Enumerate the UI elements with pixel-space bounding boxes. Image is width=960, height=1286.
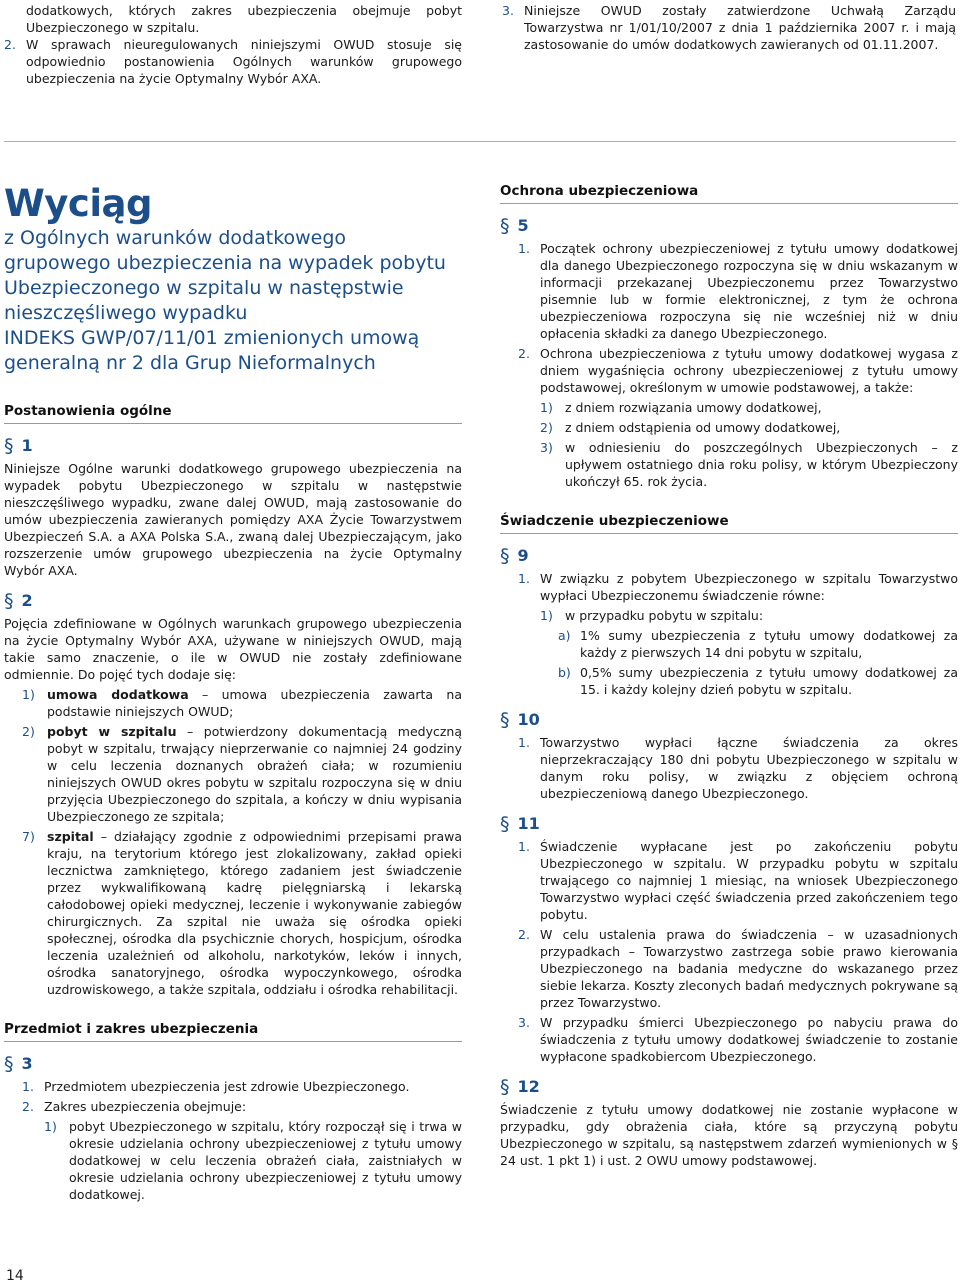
section-heading: Ochrona ubezpieczeniowa <box>500 182 958 204</box>
list-number: 1. <box>518 571 530 586</box>
section-sign-icon: § <box>4 435 14 457</box>
definition-term: szpital <box>47 829 94 844</box>
section-sign-icon: § <box>500 709 510 731</box>
list-number: 2. <box>518 346 530 361</box>
list-number: 1) <box>540 400 553 415</box>
paragraph-heading: § 5 <box>500 215 529 237</box>
list-item: 2. W celu ustalenia prawa do świadczenia – w uzasadnionych przypadkach – Towarzystwo zastrzega sobie prawo kierowania Ubezpieczonego na badania medyczne do wskazanego przez siebie lekarza. Koszty zleconych badań medycznych pokrywane są przez Towarzystwo. <box>518 927 958 1010</box>
paragraph-text: Pojęcia zdefiniowane w Ogólnych warunkach grupowego ubezpieczenia na życie Optymalny Wybór AXA, używane w niniejszych OWUD, mają takie samo znaczenie, o ile w OWUD nie zostały zdefiniowane odmiennie. Do pojęć tych dodaje się: <box>4 616 462 682</box>
list-item: 1. W związku z pobytem Ubezpieczonego w szpitalu Towarzystwo wypłaci Ubezpieczonemu świadczenie równe: <box>518 571 958 603</box>
section-sign-icon: § <box>500 813 510 835</box>
list-item <box>4 2 462 36</box>
definition-term: umowa dodatkowa <box>47 687 189 702</box>
paragraph-heading: § 3 <box>4 1053 33 1075</box>
top-right-fragment <box>502 2 956 53</box>
list-item: 3) w odniesieniu do poszczególnych Ubezpieczonych – z upływem ostatniego dnia roku polisy, w którym Ubezpieczony ukończył 65. rok życia. <box>540 440 958 489</box>
list-number: 2. <box>22 1099 34 1114</box>
list-number: 3) <box>540 440 553 455</box>
right-column <box>500 182 958 1169</box>
list-number: 1) <box>22 687 35 702</box>
list-item <box>502 2 956 53</box>
list-item: 1. Początek ochrony ubezpieczeniowej z tytułu umowy dodatkowej dla danego Ubezpieczonego rozpoczyna się w dniu wskazanym w informacji przekazanej Ubezpieczonemu przez Towarzystwo pisemnie lub w formie elektronicznej, z tym że ochrona ubezpieczeniowa rozpoczyna się nie wcześniej niż w dniu opłacenia składki za danego Ubezpieczonego. <box>518 241 958 341</box>
paragraph-heading: § 2 <box>4 590 33 612</box>
left-column <box>4 182 462 1203</box>
list-item: 3. W przypadku śmierci Ubezpieczonego po nabyciu prawa do świadczenia z tytułu umowy dodatkowej świadczenie to zostanie wypłacone spadkobiercom Ubezpieczonego. <box>518 1015 958 1064</box>
section-heading: Postanowienia ogólne <box>4 402 462 424</box>
definition-item: 2) pobyt w szpitalu – potwierdzony dokumentacją medyczną pobyt w szpitalu, trwający nieprzerwanie co najmniej 24 godziny w celu leczenia doznanych obrażeń ciała; w rozumieniu niniejszych OWUD okres pobytu w szpitalu rozpoczyna się w dniu przyjęcia Ubezpieczonego do szpitala, a kończy w dniu wypisania Ubezpieczonego ze szpitala; <box>22 724 463 824</box>
list-item-text: W sprawach nieuregulowanych niniejszymi OWUD stosuje się odpowiednio postanowienia Ogólnych warunków grupowego ubezpieczenia na życie Optymalny Wybór AXA. <box>26 37 462 86</box>
list-item: a) 1% sumy ubezpieczenia z tytułu umowy dodatkowej za każdy z pierwszych 14 dni pobytu w szpitalu, <box>558 628 958 660</box>
paragraph-text: Niniejsze Ogólne warunki dodatkowego grupowego ubezpieczenia na wypadek pobytu Ubezpieczonego w szpitalu w następstwie nieszczęśliwego wypadku, zwane dalej OWUD, mają zastosowanie do umów ubezpieczenia zawieranych pomiędzy AXA Życie Towarzystwem Ubezpieczeń S.A. a AXA Polska S.A., zwaną dalej Ubezpieczającym, jako rozszerzenie umów grupowego ubezpieczenia na życie Optymalny Wybór AXA. <box>4 461 462 578</box>
list-number: 7) <box>22 829 35 844</box>
section-sign-icon: § <box>4 590 14 612</box>
list-number: 1. <box>22 1079 34 1094</box>
paragraph-text: Świadczenie z tytułu umowy dodatkowej nie zostanie wypłacone w przypadku, gdy obrażenia ciała, które są przyczyną pobytu Ubezpieczonego w szpitalu, są następstwem zdarzeń wymienionych w § 24 ust. 1 pkt 1) i ust. 2 OWU umowy podstawowej. <box>500 1102 958 1168</box>
page-number: 14 <box>6 1268 24 1284</box>
paragraph-heading: § 10 <box>500 709 540 731</box>
section-sign-icon: § <box>4 1053 14 1075</box>
list-item: 2. Zakres ubezpieczenia obejmuje: <box>22 1099 247 1114</box>
paragraph-heading: § 9 <box>500 545 529 567</box>
list-number: a) <box>558 628 571 643</box>
section-sign-icon: § <box>500 215 510 237</box>
list-item <box>4 36 462 87</box>
list-item: 1) z dniem rozwiązania umowy dodatkowej, <box>540 400 822 415</box>
list-number: 2. <box>4 37 16 52</box>
list-number: 2) <box>22 724 35 739</box>
paragraph-heading: § 12 <box>500 1076 540 1098</box>
list-item: 2) z dniem odstąpienia od umowy dodatkowej, <box>540 420 841 435</box>
section-heading: Świadczenie ubezpieczeniowe <box>500 512 958 534</box>
list-item: 1. Towarzystwo wypłaci łączne świadczenia za okres nieprzekraczający 180 dni pobytu Ubezpieczonego w szpitalu w danym roku polisy, w związku z objęciem ochroną ubezpieczeniową danego Ubezpieczonego. <box>518 735 958 801</box>
list-number: 3. <box>502 3 514 18</box>
list-item-text: Niniejsze OWUD zostały zatwierdzone Uchwałą Zarządu Towarzystwa nr 1/01/10/2007 z dnia 1 października 2007 r. i mają zastosowanie do umów dodatkowych zawieranych od 01.11.2007. <box>524 3 956 52</box>
list-number: 1. <box>518 241 530 256</box>
list-number: 1) <box>540 608 553 623</box>
section-heading: Przedmiot i zakres ubezpieczenia <box>4 1020 462 1042</box>
section-sign-icon: § <box>500 1076 510 1098</box>
list-number: 2) <box>540 420 553 435</box>
list-number: 2. <box>518 927 530 942</box>
list-number: b) <box>558 665 571 680</box>
top-left-fragment <box>4 2 462 87</box>
definition-item: 7) szpital – działający zgodnie z odpowiednimi przepisami prawa kraju, na terytorium którego jest zlokalizowany, zakład opieki lecznictwa zamkniętego, którego zadaniem jest świadczenie przez wykwalifikowaną kadrę pielęgniarską i lekarską całodobowej opieki medycznej, leczenie i wykonywanie zabiegów chirurgicznych. Za szpital nie uważa się ośrodka opieki społecznej, ośrodka dla psychicznie chorych, hospicjum, ośrodka leczenia uzależnień od alkoholu, narkotyków, leków i innych, ośrodka sanatoryjnego, ośrodka wypoczynkowego, ośrodka uzdrowiskowego, a także szpitala, oddziału i ośrodka rehabilitacji. <box>22 829 462 997</box>
definition-item: 1) umowa dodatkowa – umowa ubezpieczenia zawarta na podstawie niniejszych OWUD; <box>22 687 462 719</box>
list-item: b) 0,5% sumy ubezpieczenia z tytułu umowy dodatkowej za 15. i każdy kolejny dzień pobytu w szpitalu. <box>558 665 958 697</box>
list-item: 2. Ochrona ubezpieczeniowa z tytułu umowy dodatkowej wygasa z dniem wygaśnięcia ochrony ubezpieczeniowej z tytułu umowy podstawowej, określonym w umowie podstawowej, a także: <box>518 346 958 395</box>
list-number: 1. <box>518 735 530 750</box>
list-item: 1) w przypadku pobytu w szpitalu: <box>540 608 764 623</box>
paragraph-heading: § 11 <box>500 813 540 835</box>
page-subtitle: z Ogólnych warunków dodatkowego grupowego ubezpieczenia na wypadek pobytu Ubezpieczonego w szpitalu w następstwie nieszczęśliwego wypadku INDEKS GWP/07/11/01 zmienionych umową generalną nr 2 dla Grup Nieformalnych <box>4 227 446 374</box>
list-item-text: dodatkowych, których zakres ubezpieczenia obejmuje pobyt Ubezpieczonego w szpitalu. <box>26 3 462 35</box>
definition-term: pobyt w szpitalu <box>47 724 177 739</box>
divider <box>4 141 956 142</box>
list-item: 1. Przedmiotem ubezpieczenia jest zdrowie Ubezpieczonego. <box>22 1079 410 1094</box>
list-item: 1. Świadczenie wypłacane jest po zakończeniu pobytu Ubezpieczonego w szpitalu. W przypadku pobytu w szpitalu trwającego co najmniej 1 miesiąc, na wniosek Ubezpieczonego Towarzystwo wypłaci część świadczenia przed zakończeniem tego pobytu. <box>518 839 958 922</box>
list-number: 1. <box>518 839 530 854</box>
list-item: 1) pobyt Ubezpieczonego w szpitalu, który rozpoczął się i trwa w okresie udzielania ochrony ubezpieczeniowej z tytułu umowy dodatkowej w celu leczenia obrażeń ciała, zaistniałych w okresie udzielania ochrony ubezpieczeniowej z tytułu umowy dodatkowej. <box>44 1119 462 1202</box>
list-number: 3. <box>518 1015 530 1030</box>
list-number: 1) <box>44 1119 57 1134</box>
section-sign-icon: § <box>500 545 510 567</box>
page-title: Wyciąg <box>4 182 152 225</box>
paragraph-heading: § 1 <box>4 435 33 457</box>
